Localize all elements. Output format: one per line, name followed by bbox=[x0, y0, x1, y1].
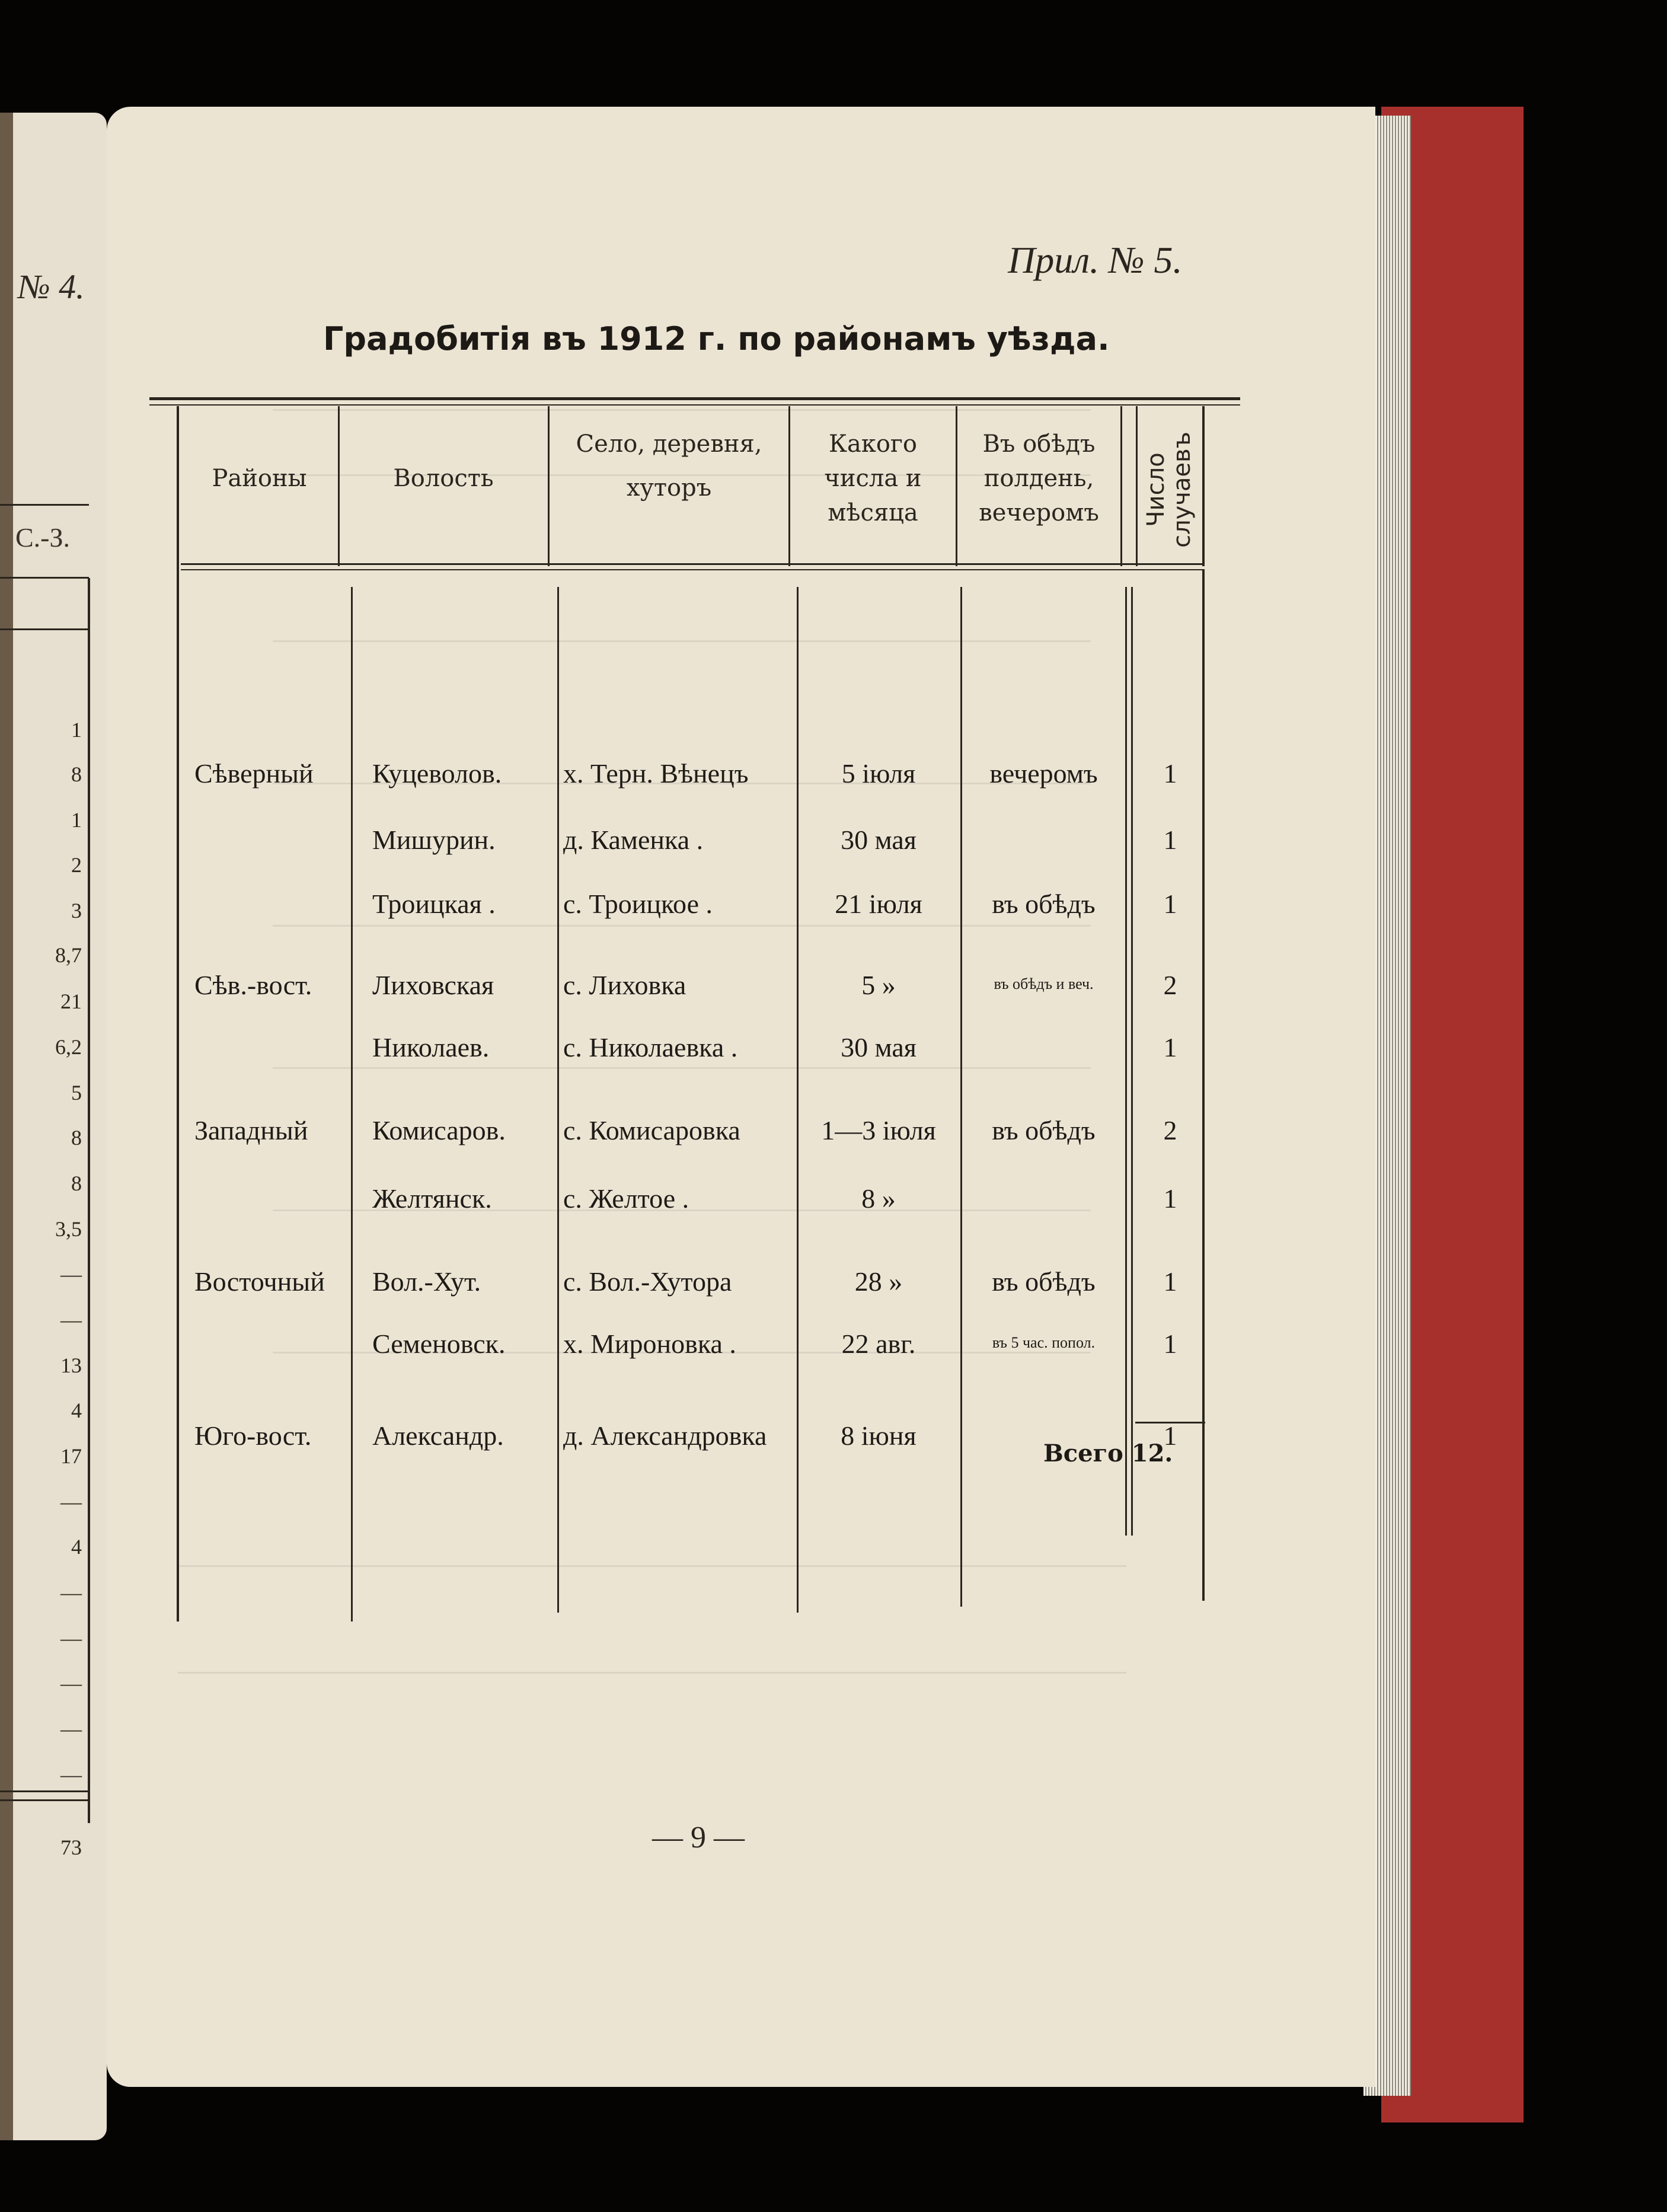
cell-village: д. Каменка . bbox=[563, 825, 704, 855]
cell-village: х. Мироновка . bbox=[563, 1329, 736, 1359]
left-value: 1 bbox=[71, 808, 82, 832]
cell-volost: Комисаров. bbox=[372, 1115, 506, 1145]
left-col-header: С.-З. bbox=[15, 522, 71, 553]
cell-time: въ обѣдъ bbox=[992, 1115, 1096, 1145]
left-value: 2 bbox=[71, 853, 82, 877]
left-value: — bbox=[60, 1308, 82, 1332]
left-value: 21 bbox=[60, 990, 82, 1013]
cell-date: 5 » bbox=[861, 970, 896, 1000]
cell-count: 1 bbox=[1163, 1183, 1177, 1214]
header-village: Село, деревня, хуторъ bbox=[576, 430, 762, 502]
left-value: 5 bbox=[71, 1081, 82, 1105]
cell-count: 1 bbox=[1163, 1421, 1177, 1451]
bleed-through bbox=[107, 107, 1375, 2087]
left-value: — bbox=[60, 1626, 82, 1650]
page-number: — 9 — bbox=[652, 1821, 745, 1854]
cell-date: 30 мая bbox=[841, 1032, 916, 1062]
cell-district: Юго-вост. bbox=[194, 1421, 312, 1451]
cell-volost: Троицкая . bbox=[372, 889, 496, 919]
cell-time: въ обѣдъ bbox=[992, 889, 1096, 919]
cell-count: 1 bbox=[1163, 1266, 1177, 1297]
cell-date: 28 » bbox=[854, 1266, 903, 1297]
header-count: Число случаевъ bbox=[1142, 432, 1196, 548]
left-value: — bbox=[60, 1581, 82, 1604]
cell-count: 2 bbox=[1163, 970, 1177, 1000]
left-page-spine bbox=[0, 113, 13, 2140]
left-page-label: № 4. bbox=[18, 267, 85, 306]
left-value: 4 bbox=[71, 1399, 82, 1422]
cell-volost: Александр. bbox=[372, 1421, 504, 1451]
cell-count: 2 bbox=[1163, 1115, 1177, 1145]
left-value: 8,7 bbox=[55, 943, 82, 967]
cell-village: х. Терн. Вѣнецъ bbox=[563, 758, 749, 789]
cell-volost: Николаев. bbox=[372, 1032, 490, 1062]
cell-village: с. Троицкое . bbox=[563, 889, 713, 919]
cell-time: въ 5 час. попол. bbox=[992, 1334, 1096, 1351]
cell-district: Сѣверный bbox=[194, 758, 314, 789]
cell-district: Восточный bbox=[194, 1266, 325, 1297]
appendix-label: Прил. № 5. bbox=[1008, 239, 1183, 281]
cell-time: въ обѣдъ bbox=[992, 1266, 1096, 1297]
left-facing-page bbox=[0, 113, 107, 2140]
cell-count: 1 bbox=[1163, 825, 1177, 855]
cell-village: с. Комисаровка bbox=[563, 1115, 740, 1145]
left-value: — bbox=[60, 1490, 82, 1514]
table-total: Всего 12. bbox=[1043, 1439, 1173, 1467]
left-value: 13 bbox=[60, 1354, 82, 1377]
cell-volost: Вол.-Хут. bbox=[372, 1266, 481, 1297]
cell-volost: Семеновск. bbox=[372, 1329, 506, 1359]
cell-count: 1 bbox=[1163, 1032, 1177, 1062]
cell-volost: Лиховская bbox=[372, 970, 494, 1000]
cell-date: 8 » bbox=[861, 1183, 896, 1214]
left-value: 6,2 bbox=[55, 1035, 82, 1059]
cell-time: вечеромъ bbox=[989, 758, 1098, 789]
left-value: 4 bbox=[71, 1535, 82, 1559]
left-value: 3,5 bbox=[55, 1217, 82, 1241]
cell-date: 30 мая bbox=[841, 825, 916, 855]
header-volost: Волость bbox=[393, 465, 494, 492]
cell-district: Сѣв.-вост. bbox=[194, 970, 312, 1000]
left-value: 8 bbox=[71, 1172, 82, 1195]
page-title: Градобитія въ 1912 г. по районамъ уѣзда. bbox=[323, 320, 1110, 358]
header-district: Районы bbox=[212, 465, 307, 492]
cell-village: с. Желтое . bbox=[563, 1183, 689, 1214]
cell-date: 8 іюня bbox=[841, 1421, 916, 1451]
cell-date: 5 іюля bbox=[841, 758, 916, 789]
cell-time: въ обѣдъ и веч. bbox=[994, 975, 1094, 992]
left-value: — bbox=[60, 1717, 82, 1741]
cell-count: 1 bbox=[1163, 758, 1177, 789]
cell-count: 1 bbox=[1163, 889, 1177, 919]
cell-date: 1—3 іюля bbox=[821, 1115, 936, 1145]
left-value: 8 bbox=[71, 762, 82, 786]
left-total: 73 bbox=[60, 1836, 82, 1859]
header-date: Какого числа и мѣсяца bbox=[824, 430, 922, 526]
cell-date: 22 авг. bbox=[841, 1329, 916, 1359]
left-value: 3 bbox=[71, 899, 82, 923]
cell-village: с. Лиховка bbox=[563, 970, 686, 1000]
cell-volost: Мишурин. bbox=[372, 825, 496, 855]
left-value: — bbox=[60, 1763, 82, 1786]
cell-volost: Куцеволов. bbox=[372, 758, 502, 789]
book-page bbox=[107, 107, 1375, 2087]
cell-volost: Желтянск. bbox=[372, 1183, 492, 1214]
cell-village: д. Александровка bbox=[563, 1421, 767, 1451]
cell-village: с. Вол.-Хутора bbox=[563, 1266, 732, 1297]
cell-district: Западный bbox=[194, 1115, 308, 1145]
cell-village: с. Николаевка . bbox=[563, 1032, 738, 1062]
left-value: — bbox=[60, 1671, 82, 1695]
left-value: — bbox=[60, 1262, 82, 1286]
cell-date: 21 іюля bbox=[835, 889, 922, 919]
header-time: Въ обѣдъ полдень, вечеромъ bbox=[979, 430, 1099, 526]
left-value: 17 bbox=[60, 1444, 82, 1468]
left-value: 8 bbox=[71, 1126, 82, 1150]
cell-count: 1 bbox=[1163, 1329, 1177, 1359]
left-value: 1 bbox=[71, 718, 82, 742]
